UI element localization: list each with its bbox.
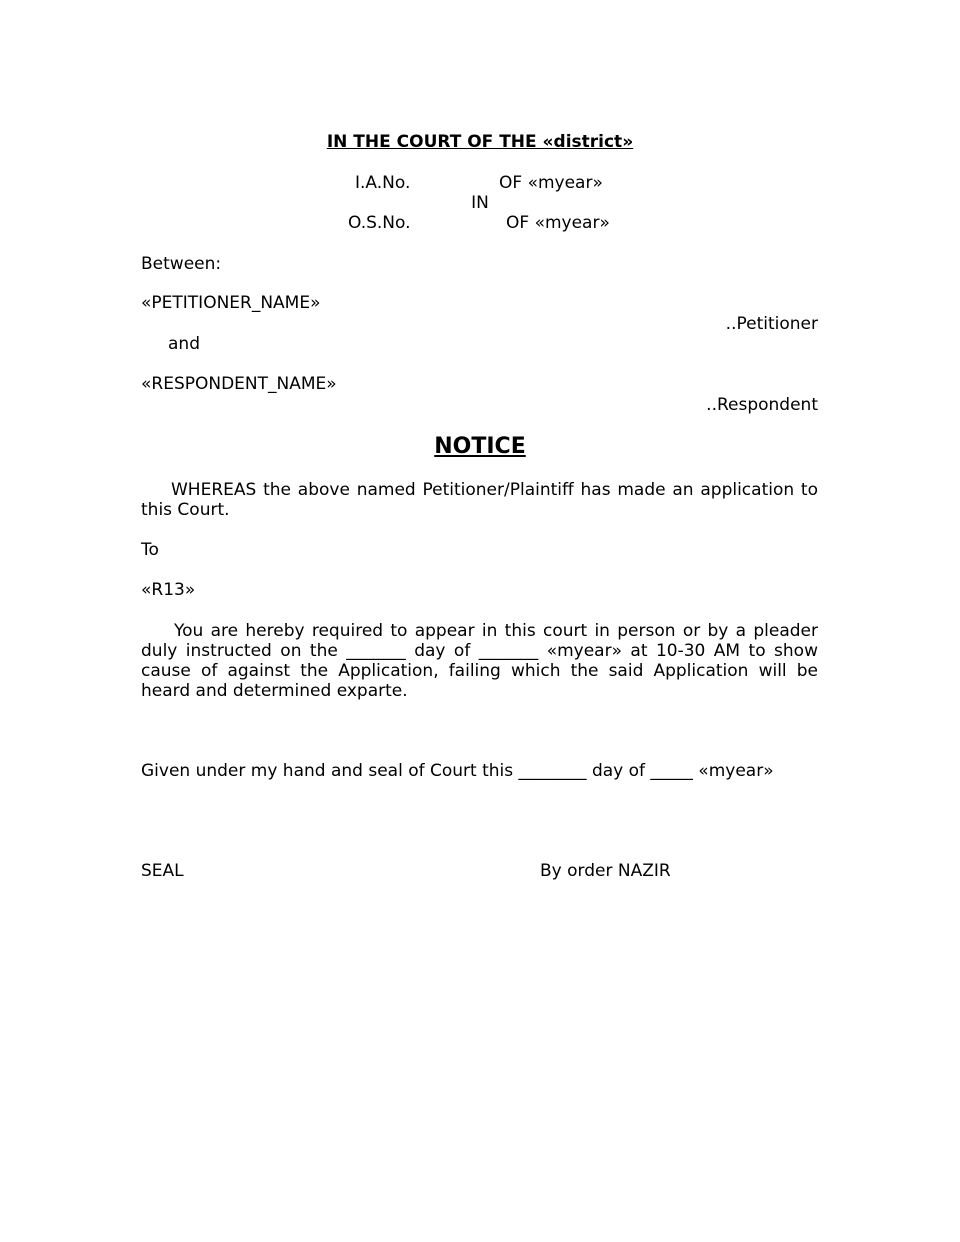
summons-paragraph: You are hereby required to appear in this court in person or by a pleader duly instructed on the _______ day of _______ «myear» at 10-30 AM to show cause of against the Application, failing which the said Application will be heard and determined exparte. [141, 621, 818, 701]
given-under-hand-line: Given under my hand and seal of Court this ________ day of _____ «myear» [141, 761, 774, 781]
respondent-role: ..Respondent [706, 395, 818, 415]
respondent-name: «RESPONDENT_NAME» [141, 374, 337, 394]
to-label: To [141, 540, 159, 560]
notice-title: NOTICE [434, 434, 526, 459]
petitioner-role: ..Petitioner [725, 314, 818, 334]
and-label: and [168, 334, 200, 354]
petitioner-name: «PETITIONER_NAME» [141, 293, 321, 313]
os-year: OF «myear» [506, 213, 610, 233]
whereas-paragraph: WHEREAS the above named Petitioner/Plaintiff has made an application to this Court. [141, 480, 818, 520]
seal-label: SEAL [141, 861, 184, 881]
order-nazir-label: By order NAZIR [540, 861, 671, 881]
recipient: «R13» [141, 580, 196, 600]
court-title: IN THE COURT OF THE «district» [326, 132, 634, 152]
ia-year: OF «myear» [499, 173, 603, 193]
between-label: Between: [141, 254, 222, 274]
os-number-label: O.S.No. [348, 213, 411, 233]
ia-number-label: I.A.No. [355, 173, 411, 193]
in-label: IN [471, 193, 489, 213]
